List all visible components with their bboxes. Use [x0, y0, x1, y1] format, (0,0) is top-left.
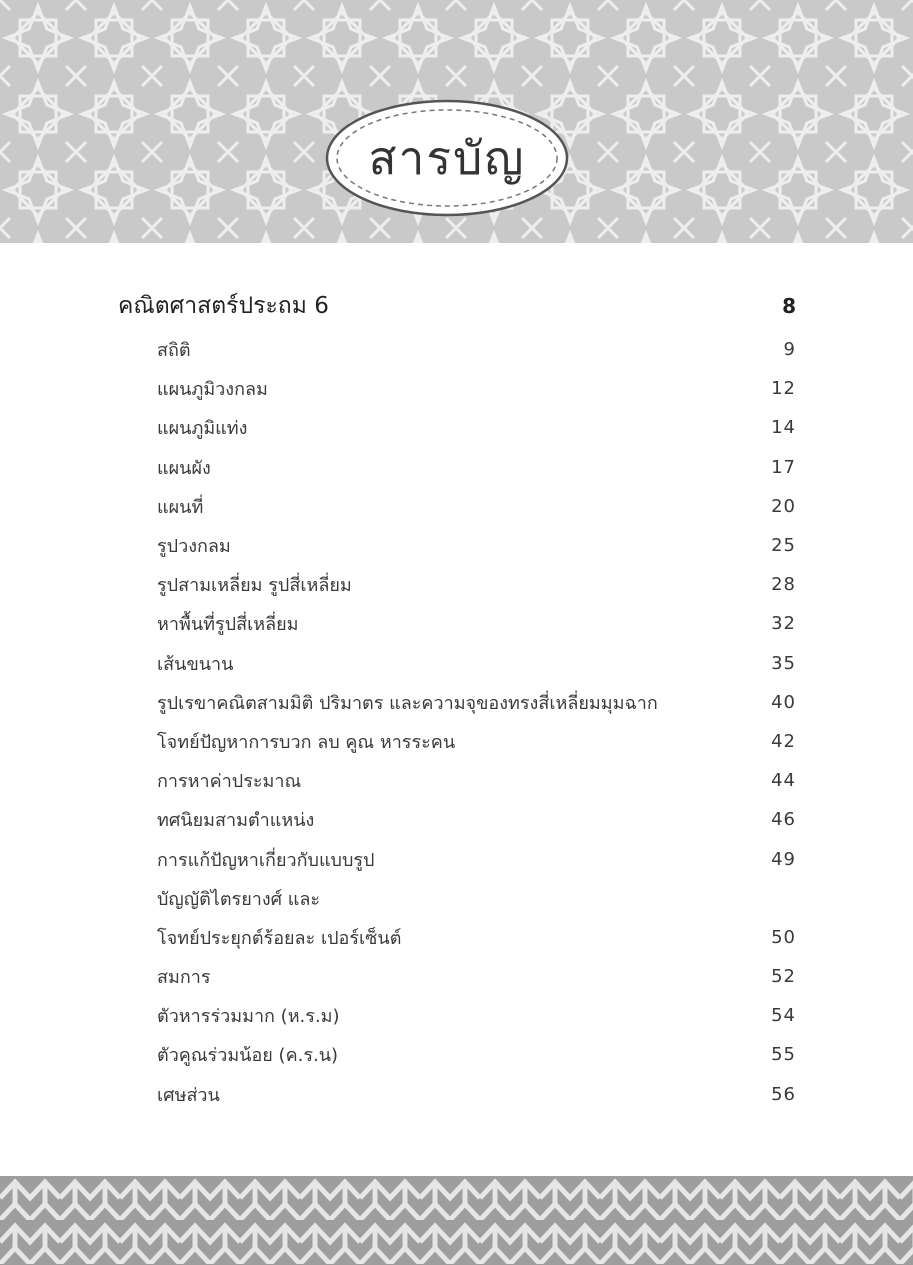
entry-page: 52	[771, 966, 796, 988]
entry-page: 50	[771, 926, 796, 948]
entry-label: สมการ	[157, 967, 211, 989]
toc-entry	[118, 604, 796, 643]
toc-entries	[118, 330, 796, 1114]
entry-label: รูปสามเหลี่ยม รูปสี่เหลี่ยม	[157, 575, 352, 597]
entry-page: 28	[771, 574, 796, 596]
toc-entry	[118, 448, 796, 487]
toc-entry	[118, 330, 796, 369]
entry-page: 49	[771, 848, 796, 870]
toc-entry	[118, 408, 796, 447]
entry-label: แผนผัง	[157, 457, 211, 479]
entry-page: 55	[771, 1044, 796, 1066]
entry-page: 42	[771, 730, 796, 752]
entry-label: การแก้ปัญหาเกี่ยวกับแบบรูป	[157, 849, 375, 871]
entry-label: เศษส่วน	[157, 1084, 220, 1106]
toc-entry	[118, 957, 796, 996]
toc-entry	[118, 800, 796, 839]
entry-label: หาพื้นที่รูปสี่เหลี่ยม	[157, 614, 299, 636]
toc-entry	[118, 369, 796, 408]
header-pattern-band	[0, 0, 913, 243]
entry-page: 54	[771, 1005, 796, 1027]
entry-label: โจทย์ปัญหาการบวก ลบ คูณ หารระคน	[157, 731, 456, 753]
entry-page: 35	[771, 652, 796, 674]
entry-page: 20	[771, 495, 796, 517]
toc-entry	[118, 879, 796, 918]
entry-label: รูปวงกลม	[157, 536, 231, 558]
toc-entry	[118, 722, 796, 761]
entry-label: สถิติ	[157, 340, 191, 362]
table-of-contents	[118, 288, 796, 1114]
entry-label: โจทย์ประยุกต์ร้อยละ เปอร์เซ็นต์	[157, 927, 402, 949]
geometric-lattice-pattern	[0, 1176, 913, 1265]
toc-entry	[118, 644, 796, 683]
entry-page: 46	[771, 809, 796, 831]
toc-entry	[118, 683, 796, 722]
section-title: คณิตศาสตร์ประถม 6	[118, 293, 329, 319]
entry-label: ตัวหารร่วมมาก (ห.ร.ม)	[157, 1006, 340, 1028]
entry-page: 12	[771, 378, 796, 400]
entry-page: 14	[771, 417, 796, 439]
footer-pattern-band	[0, 1176, 913, 1265]
title-badge	[325, 99, 569, 217]
toc-entry	[118, 487, 796, 526]
toc-entry	[118, 996, 796, 1035]
entry-page: 32	[771, 613, 796, 635]
entry-page: 44	[771, 770, 796, 792]
entry-label: ทศนิยมสามตำแหน่ง	[157, 810, 315, 832]
toc-entry	[118, 761, 796, 800]
entry-label: การหาค่าประมาณ	[157, 771, 302, 793]
toc-section-heading	[118, 288, 796, 330]
toc-entry	[118, 918, 796, 957]
entry-page: 40	[771, 691, 796, 713]
toc-entry	[118, 526, 796, 565]
entry-label: บัญญัติไตรยางศ์ และ	[157, 888, 321, 910]
entry-page: 9	[783, 339, 796, 361]
page-title: สารบัญ	[368, 130, 526, 185]
entry-label: แผนภูมิวงกลม	[157, 379, 268, 401]
entry-label: เส้นขนาน	[157, 653, 234, 675]
section-page-number: 8	[782, 294, 796, 318]
entry-label: แผนที่	[157, 496, 204, 518]
toc-entry	[118, 839, 796, 878]
entry-page: 25	[771, 535, 796, 557]
entry-label: รูปเรขาคณิตสามมิติ ปริมาตร และความจุของทรงสี่เหลี่ยมมุมฉาก	[157, 692, 658, 714]
entry-page: 17	[771, 456, 796, 478]
entry-label: ตัวคูณร่วมน้อย (ค.ร.น)	[157, 1045, 339, 1067]
toc-entry	[118, 565, 796, 604]
entry-label: แผนภูมิแท่ง	[157, 418, 248, 440]
toc-entry	[118, 1035, 796, 1074]
toc-entry	[118, 1075, 796, 1114]
entry-page: 56	[771, 1083, 796, 1105]
